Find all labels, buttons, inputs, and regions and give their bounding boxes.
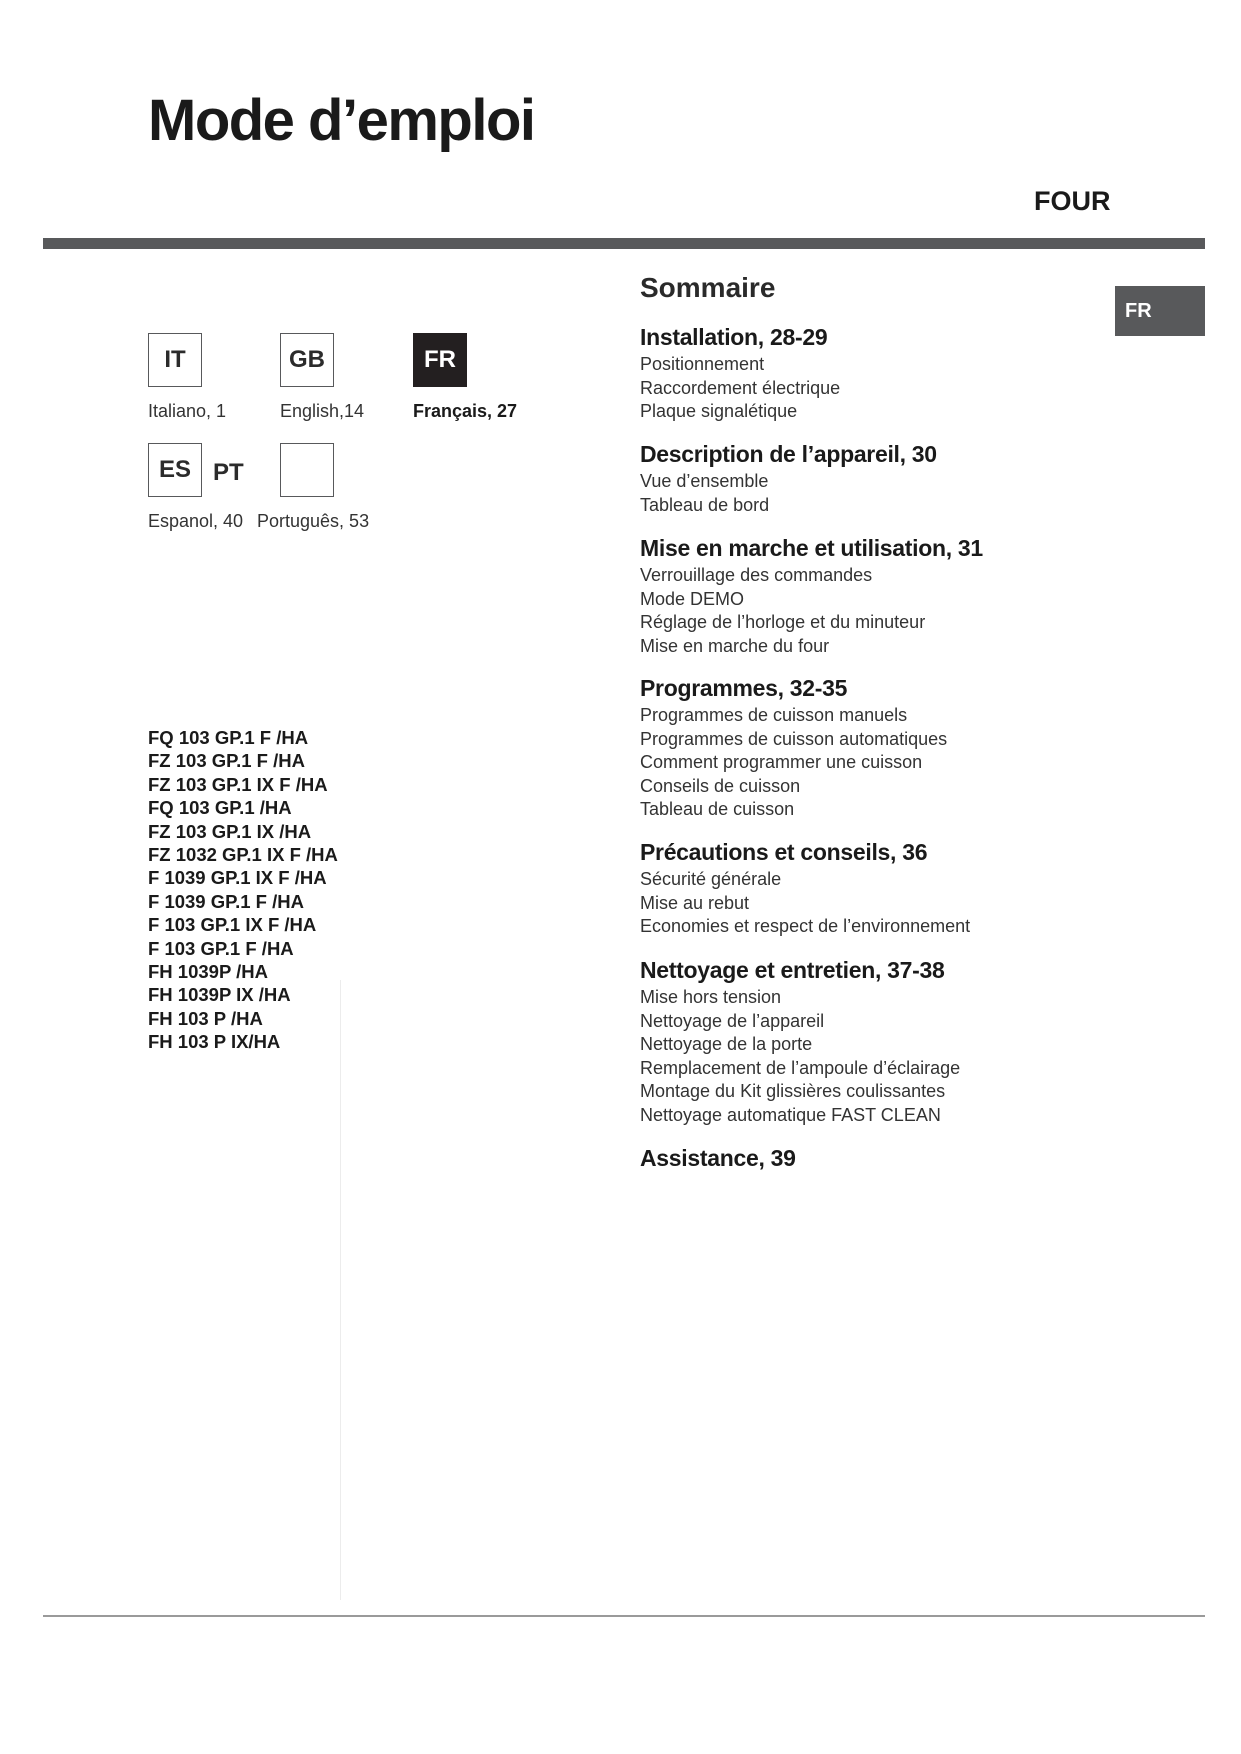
toc-section-title[interactable]: Nettoyage et entretien, 37-38	[640, 957, 945, 983]
toc-item[interactable]: Nettoyage automatique FAST CLEAN	[640, 1104, 941, 1125]
column-divider	[340, 980, 341, 1600]
toc-item[interactable]: Réglage de l’horloge et du minuteur	[640, 612, 926, 633]
toc-item[interactable]: Programmes de cuisson manuels	[640, 705, 908, 726]
toc-item[interactable]: Mise en marche du four	[640, 635, 830, 656]
model-item: FQ 103 GP.1 F /HA	[148, 727, 309, 748]
product-label: FOUR	[1034, 186, 1111, 216]
model-item: FZ 103 GP.1 F /HA	[148, 750, 305, 772]
toc-section-programmes	[640, 676, 1100, 822]
model-item: FH 1039P IX /HA	[148, 984, 291, 1006]
toc-item[interactable]: Montage du Kit glissières coulissantes	[640, 1081, 946, 1102]
toc-section-title[interactable]: Installation, 28-29	[640, 324, 828, 350]
toc-section-mise-en-marche	[640, 536, 1100, 658]
toc-item[interactable]: Vue d’ensemble	[640, 471, 769, 492]
lang-box-it[interactable]: IT	[148, 333, 202, 387]
toc-item[interactable]: Plaque signalétique	[640, 401, 798, 422]
toc-item[interactable]: Verrouillage des commandes	[640, 565, 873, 586]
lang-caption-fr: Français, 27	[413, 401, 518, 421]
model-item: FH 103 P IX/HA	[148, 1031, 281, 1053]
lang-box-es[interactable]: ES	[148, 443, 202, 497]
toc-section-nettoyage	[640, 958, 1100, 1127]
toc-section-precautions	[640, 840, 1100, 939]
toc-item[interactable]: Mise au rebut	[640, 892, 750, 913]
model-item: FZ 103 GP.1 IX /HA	[148, 820, 312, 842]
model-item: FZ 103 GP.1 IX F /HA	[148, 773, 328, 795]
toc-heading: Sommaire	[640, 272, 776, 303]
toc-item[interactable]: Mode DEMO	[640, 588, 745, 609]
toc-section-title[interactable]: Assistance, 39	[640, 1145, 796, 1171]
lang-code-pt[interactable]: PT	[213, 459, 244, 486]
toc-section-assistance	[640, 1146, 1100, 1174]
page-title: Mode d’emploi	[148, 88, 535, 153]
toc-item[interactable]: Economies et respect de l’environnement	[640, 916, 971, 937]
lang-box-gb[interactable]: GB	[280, 333, 334, 387]
toc-item[interactable]: Mise hors tension	[640, 987, 782, 1008]
model-item: FH 103 P /HA	[148, 1007, 263, 1029]
toc-item[interactable]: Sécurité générale	[640, 869, 782, 890]
toc-section-description	[640, 442, 1100, 517]
footer-divider	[43, 1615, 1205, 1617]
language-tab: FR	[1115, 286, 1205, 336]
model-item: FZ 1032 GP.1 IX F /HA	[148, 844, 338, 866]
lang-caption-it: Italiano, 1	[148, 401, 227, 421]
header-divider	[43, 238, 1205, 249]
toc-item[interactable]: Conseils de cuisson	[640, 775, 801, 796]
model-item: F 103 GP.1 IX F /HA	[148, 914, 317, 936]
toc-item[interactable]: Comment programmer une cuisson	[640, 752, 923, 773]
model-item: F 103 GP.1 F /HA	[148, 937, 294, 959]
toc-item[interactable]: Remplacement de l’ampoule d’éclairage	[640, 1057, 961, 1078]
lang-caption-pt: Português, 53	[257, 511, 370, 531]
lang-caption-gb: English,14	[280, 401, 365, 421]
toc-section-installation	[640, 325, 1100, 424]
toc-item[interactable]: Programmes de cuisson automatiques	[640, 728, 948, 749]
model-item: FQ 103 GP.1 /HA	[148, 797, 292, 819]
toc-item[interactable]: Positionnement	[640, 354, 765, 375]
toc-section-title[interactable]: Précautions et conseils, 36	[640, 839, 928, 865]
model-item: F 1039 GP.1 IX F /HA	[148, 867, 327, 889]
lang-caption-es: Espanol, 40	[148, 511, 244, 531]
toc-item[interactable]: Raccordement électrique	[640, 377, 841, 398]
toc-section-title[interactable]: Mise en marche et utilisation, 31	[640, 535, 983, 561]
toc-item[interactable]: Nettoyage de l’appareil	[640, 1010, 825, 1031]
model-item: FH 1039P /HA	[148, 961, 268, 983]
toc-item[interactable]: Tableau de cuisson	[640, 799, 795, 820]
lang-box-fr[interactable]: FR	[413, 333, 467, 387]
lang-box-empty	[280, 443, 334, 497]
toc-item[interactable]: Tableau de bord	[640, 494, 770, 515]
toc-section-title[interactable]: Programmes, 32-35	[640, 675, 848, 701]
toc-section-title[interactable]: Description de l’appareil, 30	[640, 441, 937, 467]
model-item: F 1039 GP.1 F /HA	[148, 890, 304, 912]
model-list	[148, 726, 338, 1054]
toc-item[interactable]: Nettoyage de la porte	[640, 1034, 813, 1055]
